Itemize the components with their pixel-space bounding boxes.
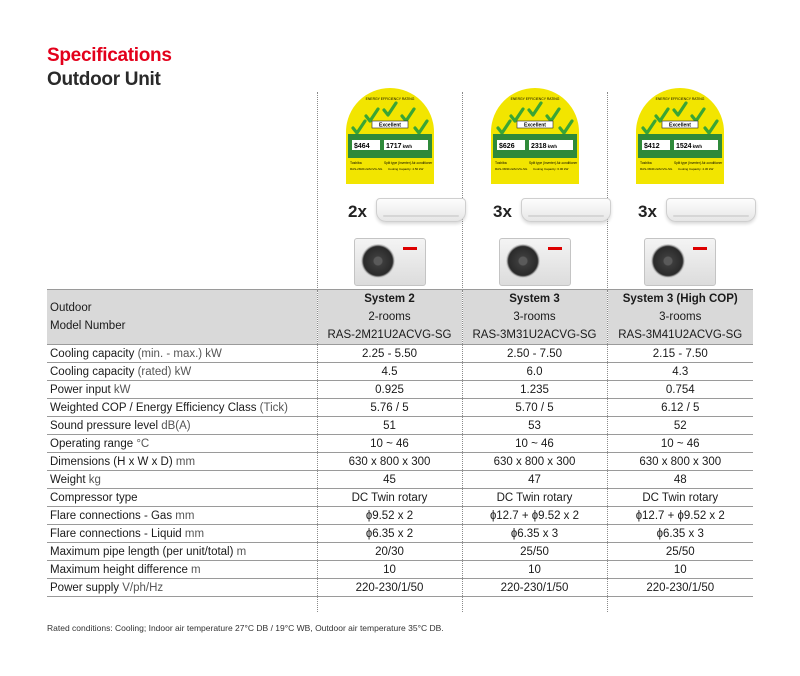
- row-value: 6.12 / 5: [607, 399, 753, 417]
- row-label: [47, 399, 317, 417]
- label-brand: Toshiba: [495, 161, 507, 165]
- row-value: ɸ12.7 + ɸ9.52 x 2: [462, 507, 607, 525]
- outdoor-condenser-unit-icon: [499, 238, 571, 286]
- footnote: Rated conditions: Cooling; Indoor air temperature 27°C DB / 19°C WB, Outdoor air temperature 35°C DB.: [47, 623, 444, 633]
- brand-mark-icon: [403, 247, 417, 250]
- row-value: 0.754: [607, 381, 753, 399]
- row-value: 630 x 800 x 300: [317, 453, 462, 471]
- row-label-unit: dB(A): [158, 419, 191, 432]
- indoor-quantity: 3x: [638, 202, 657, 221]
- row-label-unit: V/ph/Hz: [119, 581, 164, 594]
- label-kwh-unit: kWh: [402, 144, 413, 149]
- row-label-unit: mm: [172, 455, 196, 468]
- fan-grille-icon: [651, 244, 685, 278]
- row-label: [47, 561, 317, 579]
- row-label-unit: m: [233, 545, 247, 558]
- row-label: [47, 543, 317, 561]
- system-rooms: 3-rooms: [659, 311, 702, 323]
- svg-text:$626: $626: [499, 143, 515, 150]
- table-row: [47, 381, 753, 399]
- label-header: ENERGY EFFICIENCY RATING: [510, 97, 560, 101]
- brand-mark-icon: [548, 247, 562, 250]
- row-label-unit: °C: [133, 437, 150, 450]
- row-value: ɸ6.35 x 2: [317, 525, 462, 543]
- system-model: RAS-3M31U2ACVG-SG: [472, 329, 597, 341]
- row-value: DC Twin rotary: [462, 489, 607, 507]
- label-header: ENERGY EFFICIENCY RATING: [655, 97, 705, 101]
- header-label-line2: Model Number: [50, 320, 126, 332]
- row-label-unit: m: [187, 563, 201, 576]
- label-rating: Excellent: [524, 122, 546, 129]
- row-label-unit: kW: [110, 383, 131, 396]
- row-value: 10 ~ 46: [317, 435, 462, 453]
- fan-grille-icon: [361, 244, 395, 278]
- energy-rating-label-icon: [634, 88, 726, 184]
- page-subtitle: Outdoor Unit: [47, 69, 161, 90]
- table-row: [47, 435, 753, 453]
- row-label: [47, 507, 317, 525]
- system-rooms: 3-rooms: [513, 311, 556, 323]
- table-row: [47, 345, 753, 363]
- row-value: 5.70 / 5: [462, 399, 607, 417]
- row-label: [47, 579, 317, 597]
- row-value: 53: [462, 417, 607, 435]
- row-label-text: Weighted COP / Energy Efficiency Class: [50, 401, 257, 414]
- row-label-text: Flare connections - Liquid: [50, 527, 182, 540]
- row-label: [47, 525, 317, 543]
- header-label-line1: Outdoor: [50, 302, 92, 314]
- row-label-unit: (Tick): [256, 401, 288, 414]
- table-row: [47, 543, 753, 561]
- label-kwh-unit: kWh: [692, 144, 703, 149]
- row-value: 4.3: [607, 363, 753, 381]
- header-column-2: [462, 290, 607, 345]
- row-label-text: Maximum height difference: [50, 563, 188, 576]
- row-label-text: Cooling capacity: [50, 365, 135, 378]
- row-label-unit: mm: [172, 509, 195, 522]
- row-value: 10 ~ 46: [462, 435, 607, 453]
- label-kwh: 1524: [676, 143, 692, 150]
- row-label-text: Weight: [50, 473, 86, 486]
- row-value: 220-230/1/50: [317, 579, 462, 597]
- outdoor-condenser-unit-icon: [354, 238, 426, 286]
- row-label-unit: (min. - max.) kW: [134, 347, 222, 360]
- row-label-text: Dimensions (H x W x D): [50, 455, 173, 468]
- brand-mark-icon: [693, 247, 707, 250]
- table-row: [47, 399, 753, 417]
- label-cost: 412: [647, 143, 660, 150]
- system-name: System 2: [364, 293, 415, 305]
- indoor-split-unit-icon: [376, 198, 466, 222]
- row-value: 4.5: [317, 363, 462, 381]
- row-label-text: Operating range: [50, 437, 134, 450]
- indoor-quantity: 2x: [348, 202, 367, 221]
- unit-illustration-2: [463, 88, 593, 288]
- unit-illustration-1: [318, 88, 448, 288]
- label-cost: 464: [357, 143, 370, 150]
- label-rating: Excellent: [379, 122, 401, 129]
- row-label-text: Flare connections - Gas: [50, 509, 173, 522]
- row-label: [47, 435, 317, 453]
- energy-rating-label-icon: [344, 88, 436, 184]
- system-name: System 3: [509, 293, 560, 305]
- indoor-split-unit-icon: [521, 198, 611, 222]
- label-kwh-unit: kWh: [547, 144, 558, 149]
- row-value: DC Twin rotary: [607, 489, 753, 507]
- fan-grille-icon: [506, 244, 540, 278]
- row-label: [47, 345, 317, 363]
- header-label-cell: [47, 290, 317, 345]
- row-label: [47, 471, 317, 489]
- row-value: 47: [462, 471, 607, 489]
- row-label: [47, 489, 317, 507]
- table-row: [47, 453, 753, 471]
- row-value: 51: [317, 417, 462, 435]
- label-kwh: 1717: [386, 143, 402, 150]
- label-model: RAS-3M41U2ACVG-SG: [640, 167, 673, 171]
- label-brand: Toshiba: [350, 161, 362, 165]
- row-value: 10 ~ 46: [607, 435, 753, 453]
- svg-text:1717kWh: [386, 143, 412, 150]
- row-value: 10: [462, 561, 607, 579]
- table-row: [47, 471, 753, 489]
- table-row: [47, 561, 753, 579]
- system-model: RAS-2M21U2ACVG-SG: [327, 329, 452, 341]
- row-value: 48: [607, 471, 753, 489]
- row-label: [47, 453, 317, 471]
- row-value: 2.25 - 5.50: [317, 345, 462, 363]
- row-value: 220-230/1/50: [462, 579, 607, 597]
- row-value: 20/30: [317, 543, 462, 561]
- table-row: [47, 525, 753, 543]
- label-header: ENERGY EFFICIENCY RATING: [365, 97, 415, 101]
- row-label-unit: mm: [181, 527, 205, 540]
- row-label-text: Sound pressure level: [50, 419, 159, 432]
- table-row: [47, 507, 753, 525]
- row-value: ɸ6.35 x 3: [607, 525, 753, 543]
- row-value: 2.50 - 7.50: [462, 345, 607, 363]
- row-value: 220-230/1/50: [607, 579, 753, 597]
- row-label-unit: kg: [85, 473, 101, 486]
- system-rooms: 2-rooms: [368, 311, 411, 323]
- row-value: 6.0: [462, 363, 607, 381]
- unit-illustration-3: [608, 88, 738, 288]
- label-type: Split type (Inverter) Air-conditioner: [674, 161, 723, 165]
- row-value: 45: [317, 471, 462, 489]
- row-value: 5.76 / 5: [317, 399, 462, 417]
- row-label-text: Maximum pipe length (per unit/total): [50, 545, 234, 558]
- indoor-split-unit-icon: [666, 198, 756, 222]
- svg-text:2318kWh: [531, 143, 557, 150]
- label-cost: 626: [502, 143, 515, 150]
- row-value: ɸ6.35 x 3: [462, 525, 607, 543]
- label-rating: Excellent: [669, 122, 691, 129]
- row-value: ɸ12.7 + ɸ9.52 x 2: [607, 507, 753, 525]
- label-type: Split type (Inverter) Air-conditioner: [529, 161, 578, 165]
- energy-rating-label-icon: [489, 88, 581, 184]
- svg-text:1524kWh: [676, 143, 702, 150]
- row-value: ɸ9.52 x 2: [317, 507, 462, 525]
- row-value: 10: [317, 561, 462, 579]
- label-type: Split type (Inverter) Air-conditioner: [384, 161, 433, 165]
- row-value: 2.15 - 7.50: [607, 345, 753, 363]
- row-label-text: Power input: [50, 383, 111, 396]
- label-kwh: 2318: [531, 143, 547, 150]
- system-name: System 3 (High COP): [622, 293, 738, 305]
- row-value: 52: [607, 417, 753, 435]
- row-value: 25/50: [462, 543, 607, 561]
- row-label-text: Cooling capacity: [50, 347, 135, 360]
- table-row: [47, 417, 753, 435]
- row-value: 630 x 800 x 300: [607, 453, 753, 471]
- header-column-3: [607, 290, 753, 345]
- row-label: [47, 363, 317, 381]
- row-value: 0.925: [317, 381, 462, 399]
- label-capacity: Cooling Capacity: 4.30 kW: [678, 167, 714, 171]
- svg-text:$412: $412: [644, 143, 660, 150]
- row-value: 1.235: [462, 381, 607, 399]
- row-label-text: Power supply: [50, 581, 120, 594]
- page-title: Specifications: [47, 45, 172, 66]
- label-capacity: Cooling Capacity: 6.00 kW: [533, 167, 569, 171]
- row-value: DC Twin rotary: [317, 489, 462, 507]
- indoor-quantity: 3x: [493, 202, 512, 221]
- row-label-text: Compressor type: [50, 491, 138, 504]
- label-model: RAS-2M21U2ACVG-SG: [350, 167, 383, 171]
- table-header-row: [47, 290, 753, 345]
- label-brand: Toshiba: [640, 161, 652, 165]
- table-row: [47, 579, 753, 597]
- label-model: RAS-3M31U2ACVG-SG: [495, 167, 528, 171]
- table-row: [47, 489, 753, 507]
- table-row: [47, 363, 753, 381]
- label-capacity: Cooling Capacity: 4.50 kW: [388, 167, 424, 171]
- row-value: 10: [607, 561, 753, 579]
- row-label-unit: (rated) kW: [134, 365, 192, 378]
- row-value: 630 x 800 x 300: [462, 453, 607, 471]
- specifications-table: [47, 289, 753, 597]
- row-label: [47, 381, 317, 399]
- row-value: 25/50: [607, 543, 753, 561]
- row-label: [47, 417, 317, 435]
- header-column-1: [317, 290, 462, 345]
- svg-text:$464: $464: [354, 143, 370, 150]
- outdoor-condenser-unit-icon: [644, 238, 716, 286]
- system-model: RAS-3M41U2ACVG-SG: [618, 329, 743, 341]
